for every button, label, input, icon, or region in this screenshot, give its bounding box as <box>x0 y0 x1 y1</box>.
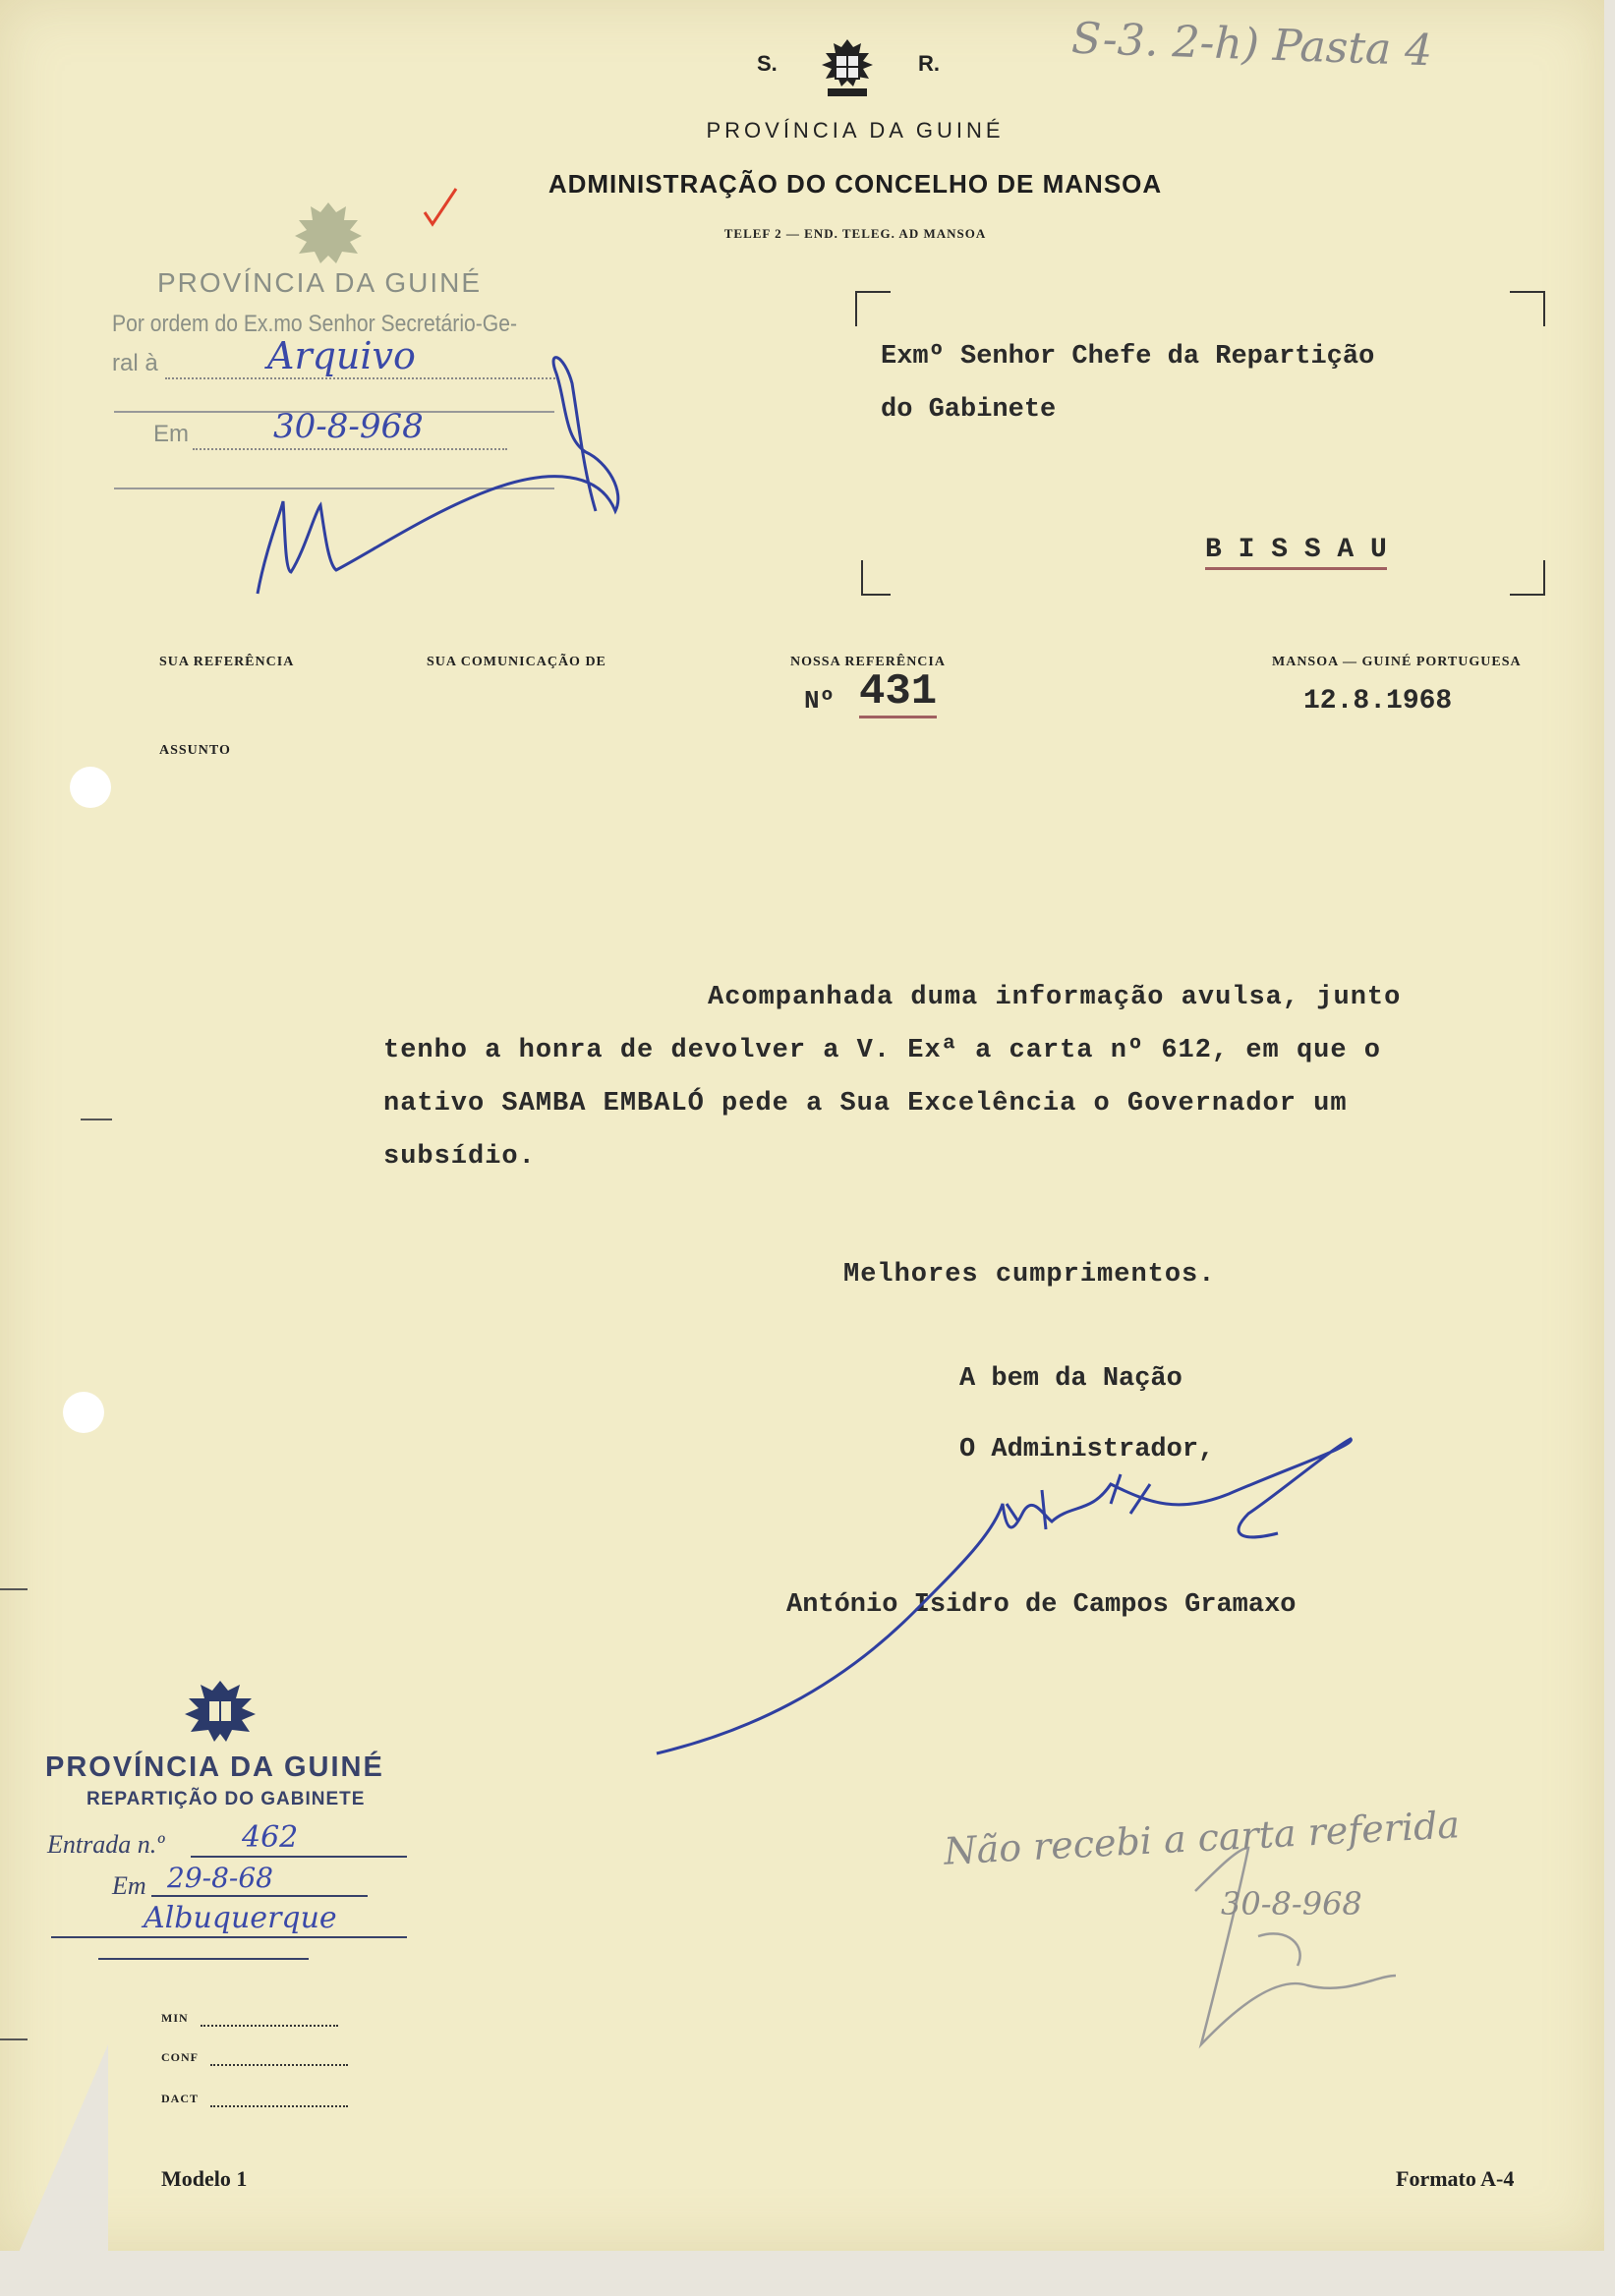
address-window-corner <box>1510 291 1545 326</box>
address-window-corner <box>861 560 891 596</box>
min-label: MIN <box>161 2011 189 2025</box>
address-window-corner <box>1510 560 1545 596</box>
punch-hole <box>63 1392 104 1433</box>
pencil-note-date: 30-8-968 <box>1221 1885 1362 1923</box>
em-label: Em <box>112 1871 146 1900</box>
stamp-line <box>98 1958 309 1960</box>
body-line-4: subsídio. <box>383 1142 536 1172</box>
dispatch-stamp-order-line: Por ordem do Ex.mo Senhor Secretário-Ge- <box>112 311 518 337</box>
conf-label: CONF <box>161 2050 199 2064</box>
pencil-note: Não recebi a carta referida <box>943 1803 1461 1873</box>
addressee-line1: Exmº Senhor Chefe da Repartição <box>881 342 1375 372</box>
stamp-line <box>191 1856 407 1858</box>
label-place: MANSOA — GUINÉ PORTUGUESA <box>1272 655 1522 669</box>
letter-date: 12.8.1968 <box>1303 686 1453 717</box>
body-line-1: Acompanhada duma informação avulsa, junto <box>708 983 1402 1012</box>
address-window-corner <box>855 291 891 326</box>
dact-label: DACT <box>161 2092 200 2105</box>
footer-model: Modelo 1 <box>161 2166 248 2191</box>
salutation: A bem da Nação <box>959 1364 1182 1394</box>
reference-number: 431 <box>859 667 938 717</box>
signer-name: António Isidro de Campos Gramaxo <box>786 1590 1297 1620</box>
stamp-line <box>151 1895 368 1897</box>
margin-mark <box>0 1588 28 1590</box>
scan-background-edge <box>1604 0 1615 2296</box>
addressee-city: B I S S A U <box>1205 535 1387 570</box>
margin-mark <box>0 2038 28 2040</box>
receipt-signature: Albuquerque <box>144 1901 337 1935</box>
entrada-label: Entrada n.º <box>47 1830 165 1859</box>
dispatch-date: 30-8-968 <box>273 407 424 446</box>
reference-number-prefix: Nº <box>804 686 836 716</box>
dact-line <box>210 2105 348 2107</box>
label-assunto: ASSUNTO <box>159 743 231 758</box>
punch-hole <box>70 767 111 808</box>
body-line-3: nativo SAMBA EMBALÓ pede a Sua Excelência o Governador um <box>383 1089 1348 1119</box>
stamp-line <box>193 448 507 450</box>
header-office: ADMINISTRAÇÃO DO CONCELHO DE MANSOA <box>548 169 1163 199</box>
dispatch-date-label: Em <box>153 421 189 447</box>
footer-format: Formato A-4 <box>1396 2166 1515 2191</box>
closing: Melhores cumprimentos. <box>843 1260 1216 1290</box>
entrada-number: 462 <box>242 1820 299 1855</box>
header-province: PROVÍNCIA DA GUINÉ <box>706 118 1005 143</box>
header-letter-r: R. <box>918 51 940 76</box>
min-line <box>201 2025 338 2027</box>
body-line-2: tenho a honra de devolver a V. Exª a carta nº 612, em que o <box>383 1036 1381 1065</box>
stamp-line <box>114 488 554 489</box>
receipt-crest-icon <box>171 1677 269 1746</box>
dispatch-destination: Arquivo <box>267 334 416 377</box>
stamp-line <box>165 377 558 379</box>
conf-line <box>210 2064 348 2066</box>
label-sua-comunicacao: SUA COMUNICAÇÃO DE <box>427 655 606 669</box>
dispatch-stamp-province: PROVÍNCIA DA GUINÉ <box>157 267 483 298</box>
margin-mark <box>81 1119 112 1120</box>
coat-of-arms-icon <box>808 35 887 104</box>
label-nossa-referencia: NOSSA REFERÊNCIA <box>790 655 946 669</box>
scan-background <box>0 2251 1615 2296</box>
signer-title: O Administrador, <box>959 1435 1215 1464</box>
dispatch-stamp-line2-prefix: ral à <box>112 350 158 376</box>
stamp-line <box>51 1936 407 1938</box>
addressee-line2: do Gabinete <box>881 395 1057 425</box>
red-check-icon <box>421 185 460 234</box>
label-sua-referencia: SUA REFERÊNCIA <box>159 655 295 669</box>
pencil-file-reference: S-3. 2-h) Pasta 4 <box>1070 13 1434 77</box>
header-letter-s: S. <box>757 51 778 76</box>
header-contact: TELEF 2 — END. TELEG. AD MANSOA <box>723 226 987 241</box>
receipt-date: 29-8-68 <box>167 1862 273 1894</box>
faded-crest-icon <box>281 197 375 275</box>
receipt-stamp-department: REPARTIÇÃO DO GABINETE <box>87 1789 366 1809</box>
receipt-stamp-province: PROVÍNCIA DA GUINÉ <box>45 1751 384 1783</box>
